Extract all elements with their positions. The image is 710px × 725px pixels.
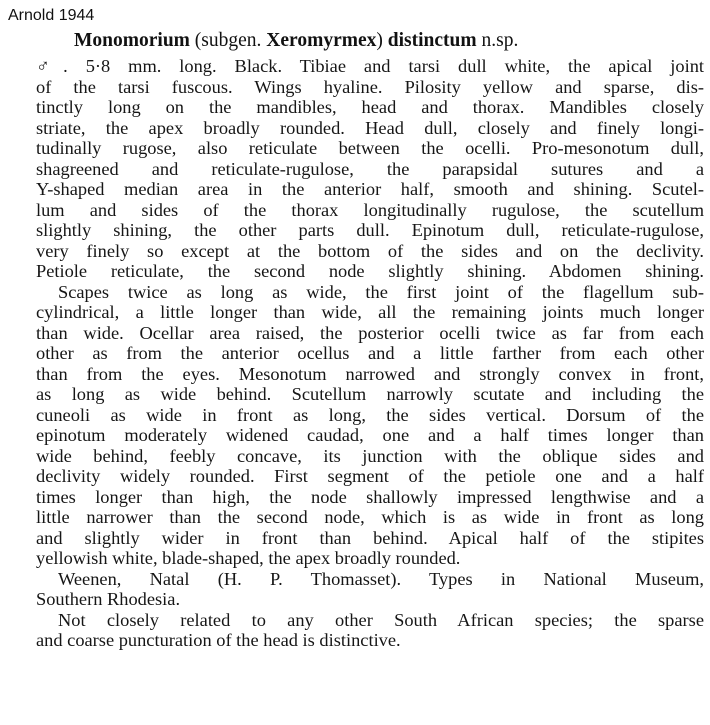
text-line: striate, the apex broadly rounded. Head dull, closely and finely longi- [36,117,704,138]
text-line: and coarse puncturation of the head is distinctive. [36,630,401,650]
text-line: wide behind, feebly concave, its junction with the oblique sides and [36,445,704,466]
text-line: little narrower than the second node, which is as wide in front as long [36,507,704,527]
species-name: distinctum [387,30,477,51]
text-line: tudinally rugose, also reticulate between the ocelli. Pro-mesonotum dull, [36,138,704,158]
paragraph-morphology [36,282,704,569]
subgenus-suffix: ) [376,30,388,51]
text-line: Southern Rhodesia. [36,589,181,609]
text-line: other as from the anterior ocellus and a little farther from each other [36,343,704,363]
text-line: tinctly long on the mandibles, head and thorax. Mandibles closely [36,97,704,117]
new-species-marker: n.sp. [476,30,519,51]
text-line: as long as wide behind. Scutellum narrowly scutate and including the [36,384,704,404]
text-line: than wide. Ocellar area raised, the posterior ocelli twice as far from each [36,322,704,343]
text-line: Petiole reticulate, the second node slightly shining. Abdomen shining. [36,261,704,281]
text-line: declivity widely rounded. First segment of the petiole one and a half [36,466,704,486]
text-line: shagreened and reticulate-rugulose, the parapsidal sutures and a [36,158,704,179]
paragraph-type-locality [36,569,704,610]
text-line: Weenen, Natal (H. P. Thomasset). Types in National Museum, [58,568,704,589]
text-line: very finely so except at the bottom of the sides and on the declivity. [36,240,704,261]
genus-name: Monomorium [74,30,190,51]
text-line: and slightly wider in front than behind. Apical half of the stipites [36,527,704,548]
paragraph-male-description [36,56,704,282]
text-line: than from the eyes. Mesonotum narrowed and strongly convex in front, [36,363,704,384]
text-line: times longer than high, the node shallowly impressed lengthwise and a [36,486,704,507]
text-line: cylindrical, a little longer than wide, all the remaining joints much longer [36,302,704,322]
text-line: Not closely related to any other South African species; the sparse [58,609,704,630]
text-line: Y-shaped median area in the anterior half, smooth and shining. Scutel- [36,179,704,199]
subgenus-name: Xeromyrmex [266,30,377,51]
species-heading [74,30,518,52]
text-line: ♂. 5·8 mm. long. Black. Tibiae and tarsi dull white, the apical joint [36,56,704,76]
subgenus-prefix: (subgen. [189,30,267,51]
text-line: cuneoli as wide in front as long, the sides vertical. Dorsum of the [36,404,704,425]
text-line: Scapes twice as long as wide, the first joint of the flagellum sub- [58,281,704,302]
text-line: yellowish white, blade-shaped, the apex broadly rounded. [36,548,461,568]
source-label: Arnold 1944 [8,7,95,24]
description-body [36,56,704,651]
text-line: of the tarsi fuscous. Wings hyaline. Pilosity yellow and sparse, dis- [36,76,704,97]
paragraph-remarks [36,610,704,651]
text-line: slightly shining, the other parts dull. Epinotum dull, reticulate-rugulose, [36,220,704,240]
text-line: epinotum moderately widened caudad, one and a half times longer than [36,425,704,445]
text-line: lum and sides of the thorax longitudinally rugulose, the scutellum [36,199,704,220]
